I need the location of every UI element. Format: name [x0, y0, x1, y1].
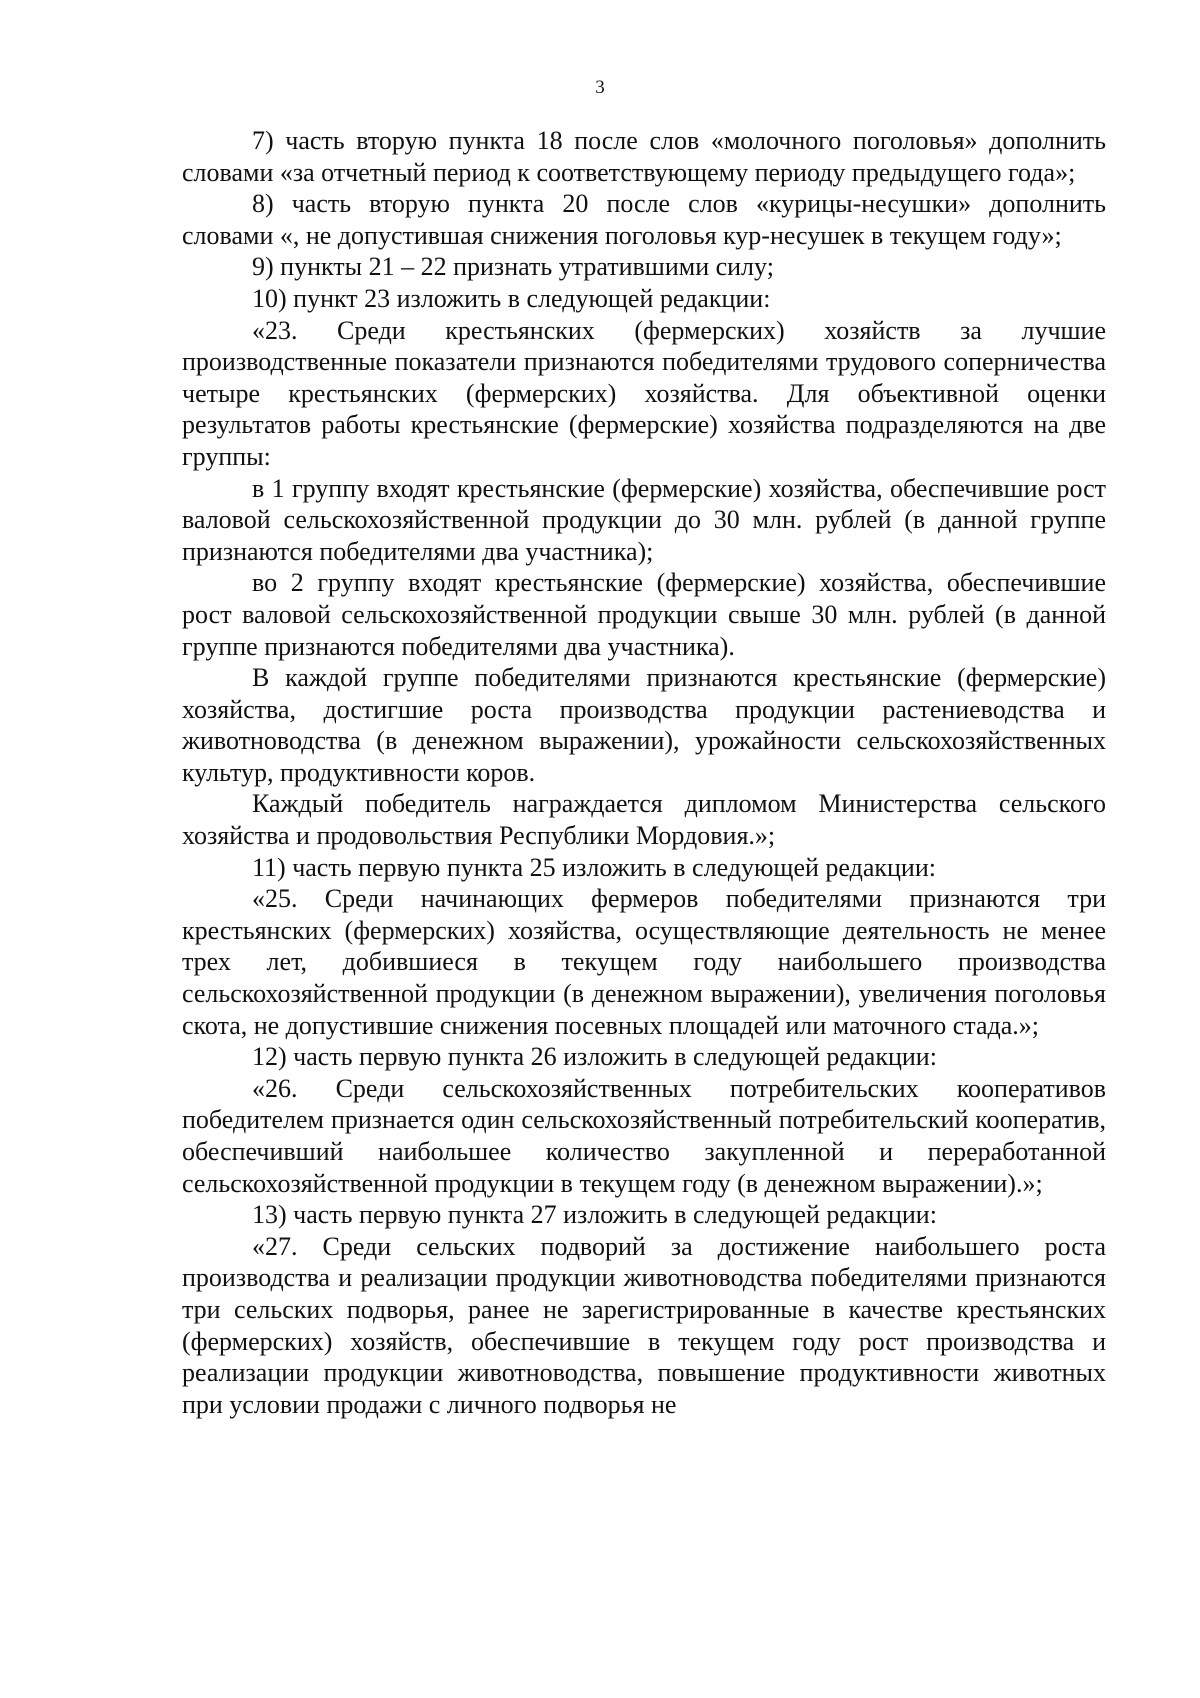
paragraph-diploma: Каждый победитель награждается дипломом Министерства сельского хозяйства и продовольствия Республики Мордовия.»;: [182, 789, 1106, 851]
paragraph-item-10: 10) пункт 23 изложить в следующей редакции:: [252, 283, 771, 313]
paragraph-group-2: во 2 группу входят крестьянские (фермерские) хозяйства, обеспечившие рост валовой сельскохозяйственной продукции свыше 30 млн. рублей (в данной группе признаются победителями два участника).: [182, 568, 1106, 661]
paragraph-group-criteria: В каждой группе победителями признаются крестьянские (фермерские) хозяйства, достигшие роста производства продукции растениеводства и животноводства (в денежном выражении), урожайности сельскохозяйственных культур, продуктивности коров.: [182, 663, 1106, 787]
paragraph-clause-26: «26. Среди сельскохозяйственных потребительских кооперативов победителем признается один сельскохозяйственный потребительский кооператив, обеспечивший наибольшее количество закупленной и переработанной сельскохозяйственной продукции в текущем году (в денежном выражении).»;: [182, 1073, 1106, 1198]
paragraph-item-11: 11) часть первую пункта 25 изложить в следующей редакции:: [252, 852, 936, 882]
paragraph-clause-27: «27. Среди сельских подворий за достижение наибольшего роста производства и реализации продукции животноводства победителями признаются три сельских подворья, ранее не зарегистрированные в качестве крестьянских (фермерских) хозяйств, обеспечившие в текущем году рост производства и реализации продукции животноводства, повышение продуктивности животных при условии продажи с личного подворья не: [182, 1231, 1106, 1419]
paragraph-item-13: 13) часть первую пункта 27 изложить в следующей редакции:: [252, 1200, 937, 1230]
page-number: 3: [595, 77, 605, 98]
document-body: [182, 125, 1106, 1420]
paragraph-clause-25: «25. Среди начинающих фермеров победителями признаются три крестьянских (фермерских) хозяйства, осуществляющие деятельность не менее трех лет, добившиеся в текущем году наибольшего производства сельскохозяйственной продукции (в денежном выражении), увеличения поголовья скота, не допустившие снижения посевных площадей или маточного стада.»;: [182, 884, 1106, 1040]
paragraph-item-12: 12) часть первую пункта 26 изложить в следующей редакции:: [252, 1042, 937, 1072]
paragraph-item-8: 8) часть вторую пункта 20 после слов «курицы-несушки» дополнить словами «, не допустившая снижения поголовья кур-несушек в текущем году»;: [182, 189, 1106, 250]
paragraph-clause-23: «23. Среди крестьянских (фермерских) хозяйств за лучшие производственные показатели признаются победителями трудового соперничества четыре крестьянских (фермерских) хозяйства. Для объективной оценки результатов работы крестьянские (фермерские) хозяйства подразделяются на две группы:: [182, 315, 1106, 471]
paragraph-item-7: 7) часть вторую пункта 18 после слов «молочного поголовья» дополнить словами «за отчетный период к соответствующему периоду предыдущего года»;: [182, 126, 1106, 187]
paragraph-group-1: в 1 группу входят крестьянские (фермерские) хозяйства, обеспечившие рост валовой сельскохозяйственной продукции до 30 млн. рублей (в данной группе признаются победителями два участника);: [182, 473, 1106, 566]
paragraph-item-9: 9) пункты 21 – 22 признать утратившими силу;: [252, 252, 774, 282]
